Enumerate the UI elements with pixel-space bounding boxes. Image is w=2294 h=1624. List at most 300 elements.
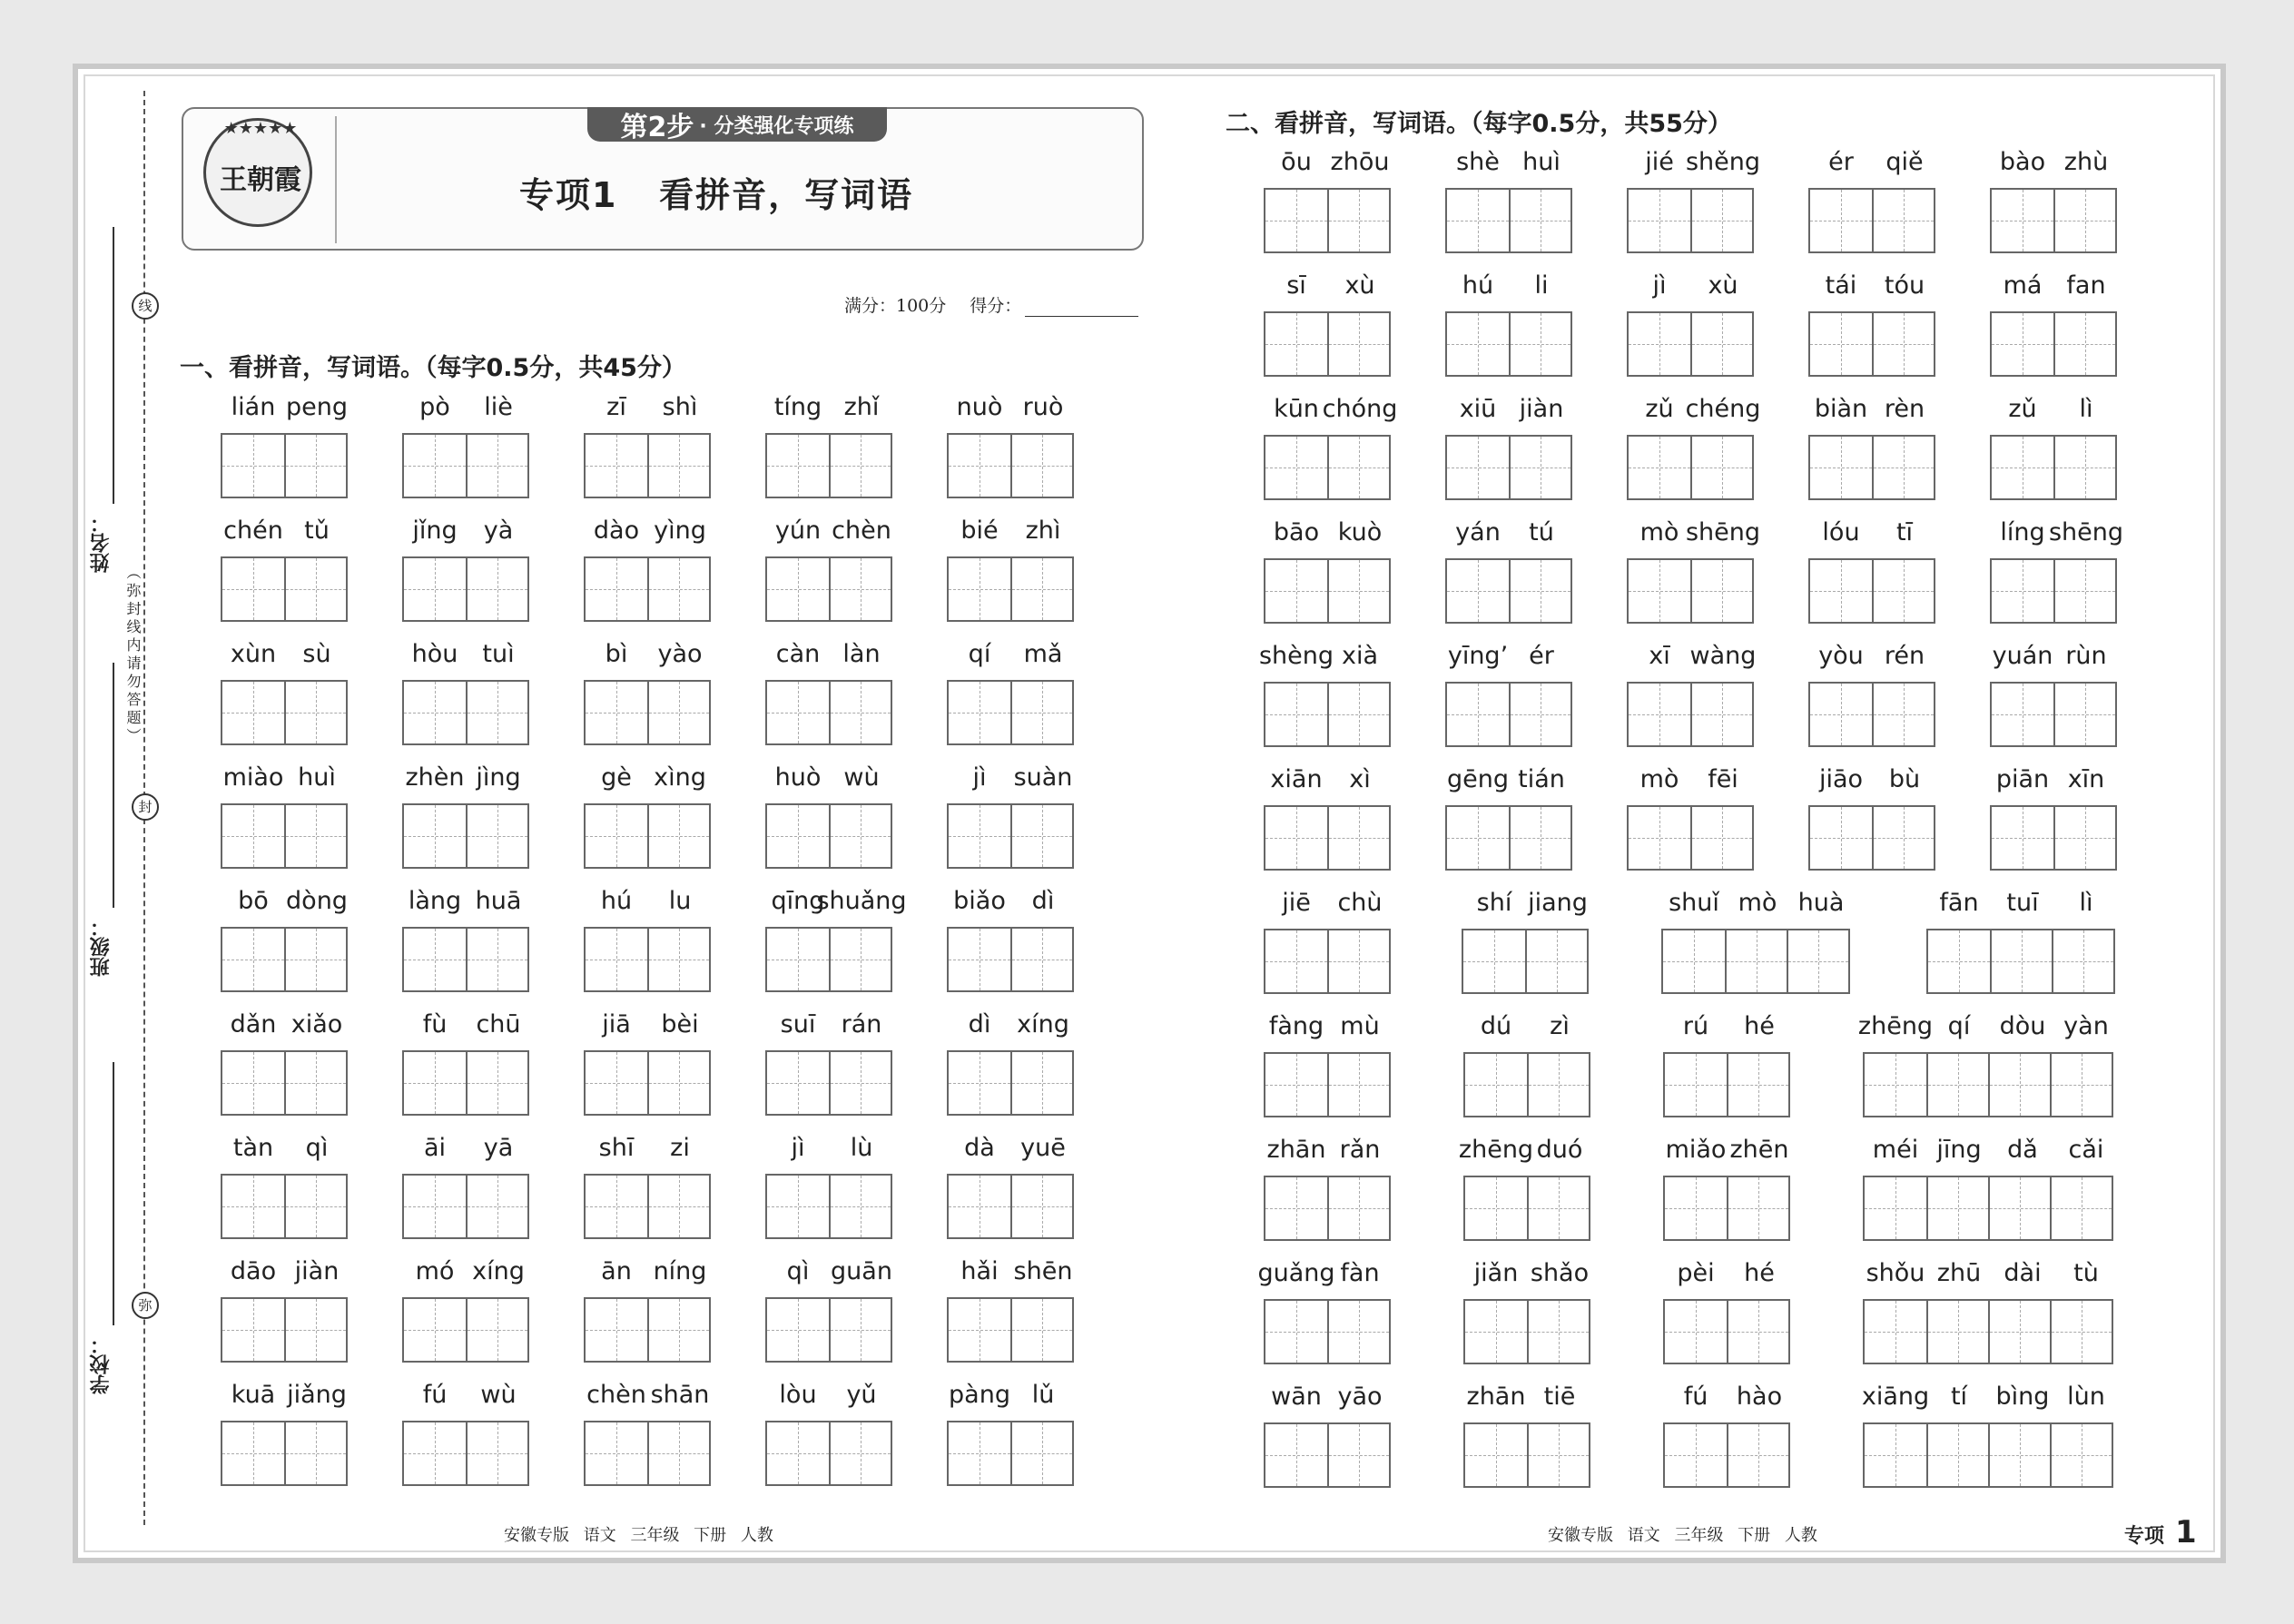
answer-box[interactable]: [1447, 807, 1509, 869]
tianzige-boxes: [1663, 1176, 1790, 1241]
pinyin-syllable: ān: [601, 1257, 632, 1285]
tianzige-boxes: [1445, 311, 1572, 377]
name-field[interactable]: [113, 227, 114, 504]
answer-box[interactable]: [1872, 684, 1934, 745]
answer-box[interactable]: [1509, 313, 1570, 375]
word-cell: [402, 1381, 531, 1490]
answer-box[interactable]: [767, 1052, 829, 1114]
answer-box[interactable]: [284, 558, 346, 620]
tianzige-boxes: [584, 1174, 711, 1239]
word-cell: [1445, 765, 1574, 874]
answer-box[interactable]: [1265, 684, 1327, 745]
answer-box[interactable]: [466, 1176, 527, 1237]
answer-box[interactable]: [1265, 807, 1327, 869]
answer-box[interactable]: [1447, 313, 1509, 375]
answer-box[interactable]: [1992, 313, 2053, 375]
answer-box[interactable]: [1992, 560, 2053, 622]
answer-box[interactable]: [586, 805, 647, 867]
answer-box[interactable]: [1010, 435, 1072, 497]
answer-box[interactable]: [1010, 805, 1072, 867]
tianzige-boxes: [402, 556, 529, 622]
answer-box[interactable]: [1465, 1054, 1527, 1116]
answer-box[interactable]: [1265, 1054, 1327, 1116]
answer-box[interactable]: [466, 805, 527, 867]
pinyin-row: [221, 1381, 350, 1417]
answer-box[interactable]: [1663, 930, 1725, 992]
pinyin-syllable: qì: [305, 1134, 329, 1162]
answer-box[interactable]: [284, 1299, 346, 1361]
answer-box[interactable]: [1327, 930, 1389, 992]
answer-box[interactable]: [829, 682, 891, 743]
pinyin-syllable: wàng: [1689, 642, 1757, 670]
word-cell: [1663, 1136, 1792, 1245]
pinyin-syllable: bìng: [1995, 1383, 2050, 1411]
answer-box[interactable]: [1690, 437, 1752, 498]
answer-box[interactable]: [1872, 190, 1934, 251]
pinyin-syllable: zǔ: [2008, 395, 2037, 423]
answer-box[interactable]: [1509, 437, 1570, 498]
pinyin-row: [1663, 1259, 1792, 1295]
pinyin-syllable: xià: [1341, 642, 1379, 670]
answer-box[interactable]: [1665, 1424, 1727, 1486]
answer-box[interactable]: [2053, 437, 2115, 498]
answer-box[interactable]: [1725, 930, 1787, 992]
answer-box[interactable]: [647, 929, 709, 990]
pinyin-syllable: lì: [2079, 395, 2093, 423]
answer-box[interactable]: [1527, 1054, 1589, 1116]
pinyin-row: [947, 517, 1076, 553]
answer-box[interactable]: [1265, 190, 1327, 251]
answer-box[interactable]: [829, 929, 891, 990]
answer-box[interactable]: [1988, 1424, 2050, 1486]
answer-box[interactable]: [1872, 807, 1934, 869]
answer-box[interactable]: [1327, 1054, 1389, 1116]
pinyin-syllable: hú: [600, 887, 633, 915]
word-cell: [765, 393, 894, 502]
answer-box[interactable]: [1509, 807, 1570, 869]
answer-box[interactable]: [949, 1176, 1010, 1237]
answer-box[interactable]: [1926, 1177, 1988, 1239]
answer-box[interactable]: [1010, 1299, 1072, 1361]
answer-box[interactable]: [404, 1422, 466, 1484]
answer-box[interactable]: [1727, 1054, 1788, 1116]
pinyin-row: [221, 887, 350, 923]
answer-box[interactable]: [1327, 1424, 1389, 1486]
answer-box[interactable]: [949, 929, 1010, 990]
answer-box[interactable]: [1988, 1054, 2050, 1116]
answer-box[interactable]: [284, 1176, 346, 1237]
answer-box[interactable]: [1327, 807, 1389, 869]
tianzige-boxes: [402, 1050, 529, 1116]
answer-box[interactable]: [829, 1052, 891, 1114]
pinyin-row: [1990, 642, 2119, 678]
answer-box[interactable]: [1465, 1177, 1527, 1239]
pinyin-syllable: tuī: [2006, 889, 2039, 917]
answer-box[interactable]: [2050, 1054, 2112, 1116]
pinyin-syllable: rùn: [2065, 642, 2107, 670]
answer-box[interactable]: [1810, 684, 1872, 745]
answer-box[interactable]: [767, 805, 829, 867]
answer-box[interactable]: [1665, 1301, 1727, 1363]
answer-box[interactable]: [1865, 1054, 1926, 1116]
answer-box[interactable]: [1447, 560, 1509, 622]
answer-box[interactable]: [1265, 437, 1327, 498]
answer-box[interactable]: [466, 1299, 527, 1361]
answer-box[interactable]: [466, 435, 527, 497]
answer-box[interactable]: [222, 558, 284, 620]
answer-box[interactable]: [1926, 1301, 1988, 1363]
answer-box[interactable]: [1810, 560, 1872, 622]
answer-box[interactable]: [2052, 930, 2113, 992]
answer-box[interactable]: [1629, 313, 1690, 375]
answer-box[interactable]: [1690, 190, 1752, 251]
answer-box[interactable]: [1509, 190, 1570, 251]
pinyin-syllable: fàn: [1340, 1259, 1380, 1287]
answer-box[interactable]: [586, 682, 647, 743]
answer-box[interactable]: [1527, 1424, 1589, 1486]
answer-box[interactable]: [222, 435, 284, 497]
pinyin-row: [1264, 889, 1393, 925]
answer-box[interactable]: [284, 682, 346, 743]
answer-box[interactable]: [1992, 807, 2053, 869]
word-cell: [765, 887, 907, 996]
answer-box[interactable]: [829, 805, 891, 867]
answer-box[interactable]: [949, 805, 1010, 867]
answer-box[interactable]: [647, 805, 709, 867]
answer-box[interactable]: [284, 929, 346, 990]
pinyin-row: [221, 763, 350, 800]
answer-box[interactable]: [1810, 437, 1872, 498]
answer-box[interactable]: [2053, 560, 2115, 622]
pinyin-syllable: yàn: [2063, 1012, 2109, 1040]
answer-box[interactable]: [2050, 1177, 2112, 1239]
tianzige-boxes: [1264, 805, 1391, 871]
answer-box[interactable]: [949, 1052, 1010, 1114]
answer-box[interactable]: [767, 1176, 829, 1237]
answer-box[interactable]: [647, 1422, 709, 1484]
answer-box[interactable]: [1865, 1177, 1926, 1239]
answer-box[interactable]: [1810, 807, 1872, 869]
answer-box[interactable]: [2050, 1424, 2112, 1486]
answer-box[interactable]: [1988, 1301, 2050, 1363]
answer-box[interactable]: [949, 435, 1010, 497]
pinyin-row: [1990, 765, 2119, 802]
answer-box[interactable]: [466, 682, 527, 743]
answer-box[interactable]: [284, 1422, 346, 1484]
answer-box[interactable]: [404, 1299, 466, 1361]
tianzige-boxes: [402, 1421, 529, 1486]
answer-box[interactable]: [1327, 190, 1389, 251]
word-cell: [1264, 765, 1393, 874]
answer-box[interactable]: [1690, 684, 1752, 745]
pinyin-syllable: zhēng: [1458, 1136, 1534, 1164]
answer-box[interactable]: [829, 1176, 891, 1237]
answer-box[interactable]: [1010, 929, 1072, 990]
answer-box[interactable]: [404, 435, 466, 497]
answer-box[interactable]: [1265, 1177, 1327, 1239]
answer-box[interactable]: [466, 558, 527, 620]
answer-box[interactable]: [586, 1052, 647, 1114]
answer-box[interactable]: [284, 1052, 346, 1114]
answer-box[interactable]: [1992, 190, 2053, 251]
answer-box[interactable]: [222, 929, 284, 990]
answer-box[interactable]: [829, 1299, 891, 1361]
answer-box[interactable]: [1327, 437, 1389, 498]
answer-box[interactable]: [404, 558, 466, 620]
answer-box[interactable]: [222, 1176, 284, 1237]
answer-box[interactable]: [1810, 190, 1872, 251]
word-cell: [1663, 1259, 1792, 1368]
answer-box[interactable]: [1327, 560, 1389, 622]
answer-box[interactable]: [647, 682, 709, 743]
pinyin-row: [947, 1381, 1076, 1417]
tianzige-boxes: [1808, 682, 1935, 747]
answer-box[interactable]: [1525, 930, 1587, 992]
pinyin-syllable: yìng: [654, 517, 706, 545]
answer-box[interactable]: [647, 1299, 709, 1361]
answer-box[interactable]: [1629, 190, 1690, 251]
answer-box[interactable]: [1010, 682, 1072, 743]
word-cell: [1863, 1383, 2119, 1491]
pinyin-syllable: qí: [1947, 1012, 1971, 1040]
answer-box[interactable]: [1727, 1424, 1788, 1486]
answer-box[interactable]: [1327, 313, 1389, 375]
answer-box[interactable]: [829, 558, 891, 620]
seal-note: （弥封线内请勿答题）: [124, 565, 142, 746]
word-cell: [1926, 889, 2119, 998]
answer-box[interactable]: [647, 1176, 709, 1237]
answer-box[interactable]: [1690, 807, 1752, 869]
tianzige-boxes: [1663, 1052, 1790, 1117]
pinyin-syllable: shān: [650, 1381, 710, 1409]
answer-box[interactable]: [829, 435, 891, 497]
answer-box[interactable]: [1509, 560, 1570, 622]
word-cell: [947, 1010, 1076, 1119]
answer-box[interactable]: [1327, 1301, 1389, 1363]
answer-box[interactable]: [1992, 437, 2053, 498]
pinyin-row: [1863, 1259, 2119, 1295]
answer-box[interactable]: [466, 1052, 527, 1114]
answer-box[interactable]: [586, 558, 647, 620]
answer-box[interactable]: [767, 929, 829, 990]
pinyin-syllable: hú: [1462, 271, 1494, 300]
answer-box[interactable]: [829, 1422, 891, 1484]
answer-box[interactable]: [2053, 684, 2115, 745]
answer-box[interactable]: [1447, 190, 1509, 251]
answer-box[interactable]: [222, 1299, 284, 1361]
answer-box[interactable]: [1010, 558, 1072, 620]
answer-box[interactable]: [1872, 437, 1934, 498]
pinyin-row: [584, 1257, 713, 1294]
answer-box[interactable]: [1926, 1424, 1988, 1486]
pinyin-syllable: má: [2003, 271, 2043, 300]
answer-box[interactable]: [1327, 684, 1389, 745]
tianzige-boxes: [947, 680, 1074, 745]
answer-box[interactable]: [1629, 560, 1690, 622]
pinyin-syllable: chù: [1337, 889, 1383, 917]
answer-box[interactable]: [1265, 313, 1327, 375]
answer-box[interactable]: [1992, 684, 2053, 745]
pinyin-row: [402, 1257, 531, 1294]
word-cell: [765, 1381, 894, 1490]
answer-box[interactable]: [1810, 313, 1872, 375]
answer-box[interactable]: [1665, 1054, 1727, 1116]
answer-box[interactable]: [1010, 1176, 1072, 1237]
answer-box[interactable]: [586, 435, 647, 497]
answer-box[interactable]: [404, 929, 466, 990]
answer-box[interactable]: [1463, 930, 1525, 992]
word-cell: [1627, 642, 1756, 751]
answer-box[interactable]: [586, 1299, 647, 1361]
answer-box[interactable]: [404, 1176, 466, 1237]
answer-box[interactable]: [1327, 1177, 1389, 1239]
answer-box[interactable]: [1527, 1177, 1589, 1239]
answer-box[interactable]: [1988, 1177, 2050, 1239]
tianzige-boxes: [1445, 435, 1572, 500]
answer-box[interactable]: [404, 682, 466, 743]
tianzige-boxes: [947, 556, 1074, 622]
answer-box[interactable]: [767, 558, 829, 620]
tianzige-boxes: [1627, 558, 1754, 624]
page-label: 专项: [2124, 1525, 2165, 1548]
pinyin-syllable: bù: [1888, 765, 1921, 793]
answer-box[interactable]: [1865, 1424, 1926, 1486]
pinyin-row: [1808, 518, 1937, 555]
answer-box[interactable]: [949, 682, 1010, 743]
answer-box[interactable]: [767, 435, 829, 497]
answer-box[interactable]: [1690, 313, 1752, 375]
answer-box[interactable]: [1665, 1177, 1727, 1239]
answer-box[interactable]: [1265, 930, 1327, 992]
tianzige-boxes: [1990, 805, 2117, 871]
name-label: 姓名：: [90, 513, 113, 573]
answer-box[interactable]: [1787, 930, 1848, 992]
pinyin-row: [584, 1381, 713, 1417]
pinyin-row: [402, 1381, 531, 1417]
tianzige-boxes: [221, 1297, 348, 1363]
answer-box[interactable]: [1629, 684, 1690, 745]
pinyin-row: [584, 517, 713, 553]
answer-box[interactable]: [1865, 1301, 1926, 1363]
answer-box[interactable]: [767, 1422, 829, 1484]
answer-box[interactable]: [1447, 437, 1509, 498]
answer-box[interactable]: [1727, 1177, 1788, 1239]
step-badge: [587, 107, 887, 142]
pinyin-row: [1663, 1383, 1792, 1419]
pinyin-syllable: mò: [1639, 518, 1679, 546]
answer-box[interactable]: [1465, 1301, 1527, 1363]
answer-box[interactable]: [1926, 1054, 1988, 1116]
answer-box[interactable]: [222, 1052, 284, 1114]
pinyin-syllable: zhù: [2063, 148, 2109, 176]
answer-box[interactable]: [1629, 807, 1690, 869]
answer-box[interactable]: [466, 1422, 527, 1484]
pinyin-syllable: cǎi: [2068, 1136, 2104, 1164]
answer-box[interactable]: [1990, 930, 2052, 992]
answer-box[interactable]: [586, 1422, 647, 1484]
answer-box[interactable]: [284, 805, 346, 867]
score-field[interactable]: [1025, 292, 1138, 317]
pinyin-syllable: xīn: [2067, 765, 2105, 793]
answer-box[interactable]: [1265, 1301, 1327, 1363]
answer-box[interactable]: [949, 558, 1010, 620]
tianzige-boxes: [765, 556, 892, 622]
answer-box[interactable]: [404, 805, 466, 867]
word-cell: [765, 763, 894, 872]
answer-box[interactable]: [466, 929, 527, 990]
school-field[interactable]: [113, 1062, 114, 1325]
answer-box[interactable]: [2053, 190, 2115, 251]
answer-box[interactable]: [1872, 313, 1934, 375]
pinyin-syllable: jì: [972, 763, 987, 792]
tianzige-boxes: [1462, 929, 1589, 994]
answer-box[interactable]: [2053, 313, 2115, 375]
answer-box[interactable]: [647, 1052, 709, 1114]
pinyin-syllable: yán: [1455, 518, 1501, 546]
answer-box[interactable]: [1690, 560, 1752, 622]
tianzige-boxes: [1463, 1422, 1590, 1488]
answer-box[interactable]: [1265, 1424, 1327, 1486]
answer-box[interactable]: [949, 1422, 1010, 1484]
answer-box[interactable]: [767, 682, 829, 743]
pinyin-row: [1445, 395, 1574, 431]
answer-box[interactable]: [1010, 1422, 1072, 1484]
answer-box[interactable]: [404, 1052, 466, 1114]
answer-box[interactable]: [647, 558, 709, 620]
pinyin-syllable: xíng: [1017, 1010, 1069, 1038]
answer-box[interactable]: [222, 805, 284, 867]
word-cell: [765, 1010, 894, 1119]
pinyin-syllable: tàn: [232, 1134, 274, 1162]
pinyin-syllable: hǎi: [960, 1257, 999, 1285]
answer-box[interactable]: [2050, 1301, 2112, 1363]
pinyin-syllable: xiǎo: [290, 1010, 343, 1038]
answer-box[interactable]: [647, 435, 709, 497]
answer-box[interactable]: [1265, 560, 1327, 622]
answer-box[interactable]: [1872, 560, 1934, 622]
pinyin-syllable: xù: [1344, 271, 1375, 300]
answer-box[interactable]: [2053, 807, 2115, 869]
answer-box[interactable]: [1727, 1301, 1788, 1363]
answer-box[interactable]: [222, 682, 284, 743]
answer-box[interactable]: [222, 1422, 284, 1484]
answer-box[interactable]: [586, 929, 647, 990]
answer-box[interactable]: [586, 1176, 647, 1237]
answer-box[interactable]: [1527, 1301, 1589, 1363]
word-cell: [584, 763, 713, 872]
pinyin-syllable: sù: [302, 640, 331, 668]
pinyin-syllable: hòu: [411, 640, 458, 668]
word-cell: [221, 393, 350, 502]
pinyin-row: [1264, 271, 1393, 308]
pinyin-row: [1990, 518, 2124, 555]
pinyin-syllable: wān: [1271, 1383, 1322, 1411]
footer-right: 安徽专版 语文 三年级 下册 人教: [1548, 1526, 1817, 1545]
answer-box[interactable]: [767, 1299, 829, 1361]
pinyin-syllable: ōu: [1281, 148, 1312, 176]
answer-box[interactable]: [1509, 684, 1570, 745]
class-field[interactable]: [113, 663, 114, 908]
answer-box[interactable]: [1629, 437, 1690, 498]
answer-box[interactable]: [1447, 684, 1509, 745]
answer-box[interactable]: [284, 435, 346, 497]
answer-box[interactable]: [1928, 930, 1990, 992]
answer-box[interactable]: [1465, 1424, 1527, 1486]
answer-box[interactable]: [1010, 1052, 1072, 1114]
pinyin-syllable: tóu: [1884, 271, 1925, 300]
word-cell: [402, 1010, 531, 1119]
answer-box[interactable]: [949, 1299, 1010, 1361]
